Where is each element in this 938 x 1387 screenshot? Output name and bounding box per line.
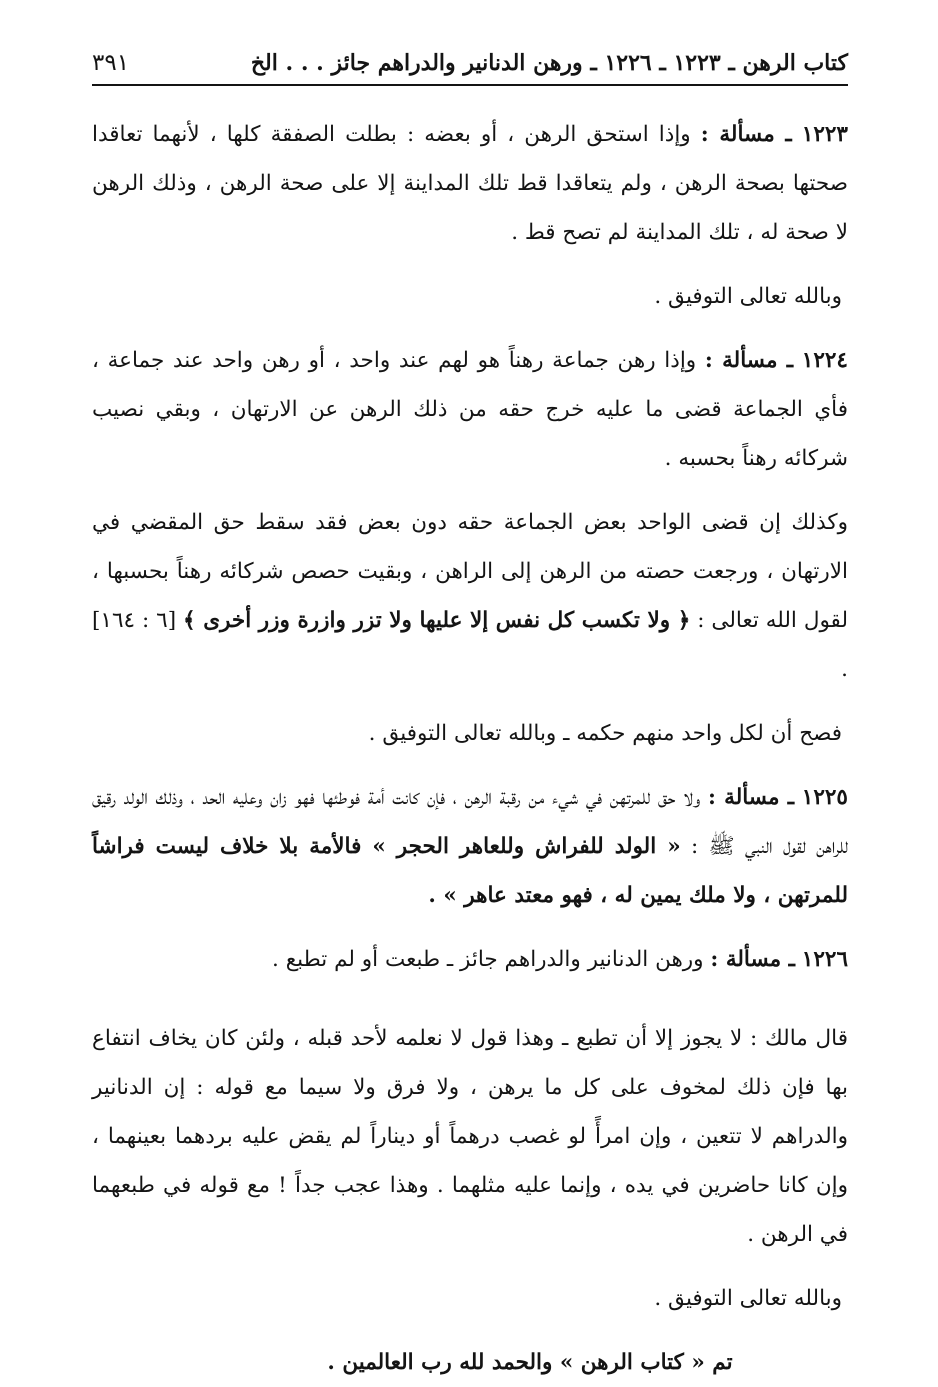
issue-text: ورهن الدنانير والدراهم جائز ـ طبعت أو لم تطبع . bbox=[272, 947, 704, 972]
issue-number: ١٢٢٦ bbox=[801, 947, 848, 972]
page-number: ٣٩١ bbox=[92, 50, 130, 76]
issue-label: ـ مسألة : bbox=[710, 947, 795, 972]
issue-number: ١٢٢٥ bbox=[801, 785, 848, 810]
issue-text: وإذا استحق الرهن ، أو بعضه : بطلت الصفقة كلها ، لأنهما تعاقدا صحتها بصحة الرهن ، ولم يتعاقدا قط تلك المداينة إلا على صحة الرهن ، وذلك الرهن لا صحة له ، تلك المداينة لم تصح قط . bbox=[92, 122, 848, 245]
running-title: كتاب الرهن ـ ١٢٢٣ ـ ١٢٢٦ ـ ورهن الدنانير والدراهم جائز . . . الخ bbox=[250, 50, 848, 76]
issue-1223-closing: وبالله تعالى التوفيق . bbox=[654, 284, 842, 309]
hadith-quote: « الولد للفراش وللعاهر الحجر » فالأمة بلا خلاف ليست فراشاً للمرتهن ، ولا ملك يمين له ، فهو معتد عاهر » . bbox=[92, 834, 848, 908]
issue-label: ـ مسألة : bbox=[704, 348, 794, 373]
continuation-text: وكذلك إن قضى الواحد بعض الجماعة حقه دون بعض فقد سقط حق المقضي في الارتهان ، ورجعت حصته من الرهن إلى الراهن ، وبقيت حصص شركائه رهناً بحسبها ، لقول الله تعالى : bbox=[92, 510, 848, 633]
quran-quote: ﴿ ولا تكسب كل نفس إلا عليها ولا تزر وازرة وزر أخرى ﴾ bbox=[183, 608, 691, 633]
issue-number: ١٢٢٣ bbox=[801, 122, 848, 147]
issue-number: ١٢٢٤ bbox=[801, 348, 848, 373]
issue-1223-paragraph bbox=[92, 110, 848, 257]
running-header bbox=[92, 50, 848, 86]
closing-line: وبالله تعالى التوفيق . bbox=[654, 1286, 842, 1311]
chapter-end-line: تم « كتاب الرهن » والحمد لله رب العالمين . bbox=[327, 1350, 733, 1375]
issue-label: ـ مسألة : bbox=[700, 122, 792, 147]
issue-1224-continuation bbox=[92, 498, 848, 694]
quran-reference: [٦ : ١٦٤] . bbox=[92, 608, 848, 682]
issue-1225-paragraph bbox=[92, 773, 848, 920]
issue-text: وإذا رهن جماعة رهناً هو لهم عند واحد ، أو رهن واحد عند جماعة ، فأي الجماعة قضى ما عليه خرج حقه من ذلك الرهن عن الارتهان ، وبقي نصيب شركائه رهناً بحسبه . bbox=[92, 348, 848, 471]
page-body bbox=[92, 110, 848, 1387]
issue-1224-paragraph bbox=[92, 336, 848, 483]
malik-paragraph: قال مالك : لا يجوز إلا أن تطبع ـ وهذا قول لا نعلمه لأحد قبله ، ولئن كان يخاف انتفاع بها فإن ذلك لمخوف على كل ما يرهن ، ولا فرق ولا سيما مع قوله : إن الدنانير والدراهم لا تتعين ، وإن امرأً لو غصب درهماً أو ديناراً لم يقض عليه بردهما بعينهما ، وإن كانا حاضرين في يده ، وإنما عليه مثلهما . وهذا عجب جداً ! مع قوله في طبعهما في الرهن . bbox=[92, 1026, 848, 1247]
issue-1224-closing: فصح أن لكل واحد منهم حكمه ـ وبالله تعالى التوفيق . bbox=[368, 721, 842, 746]
issue-label: ـ مسألة : bbox=[707, 785, 795, 810]
issue-1226-paragraph bbox=[92, 935, 848, 984]
issue-text: ولا حق للمرتهن في شيء من رقبة الرهن ، فإن كانت أمة فوطئها فهو زان وعليه الحد ، وذلك الولد رقيق للراهن لقول النبي ﷺ : bbox=[92, 785, 849, 859]
